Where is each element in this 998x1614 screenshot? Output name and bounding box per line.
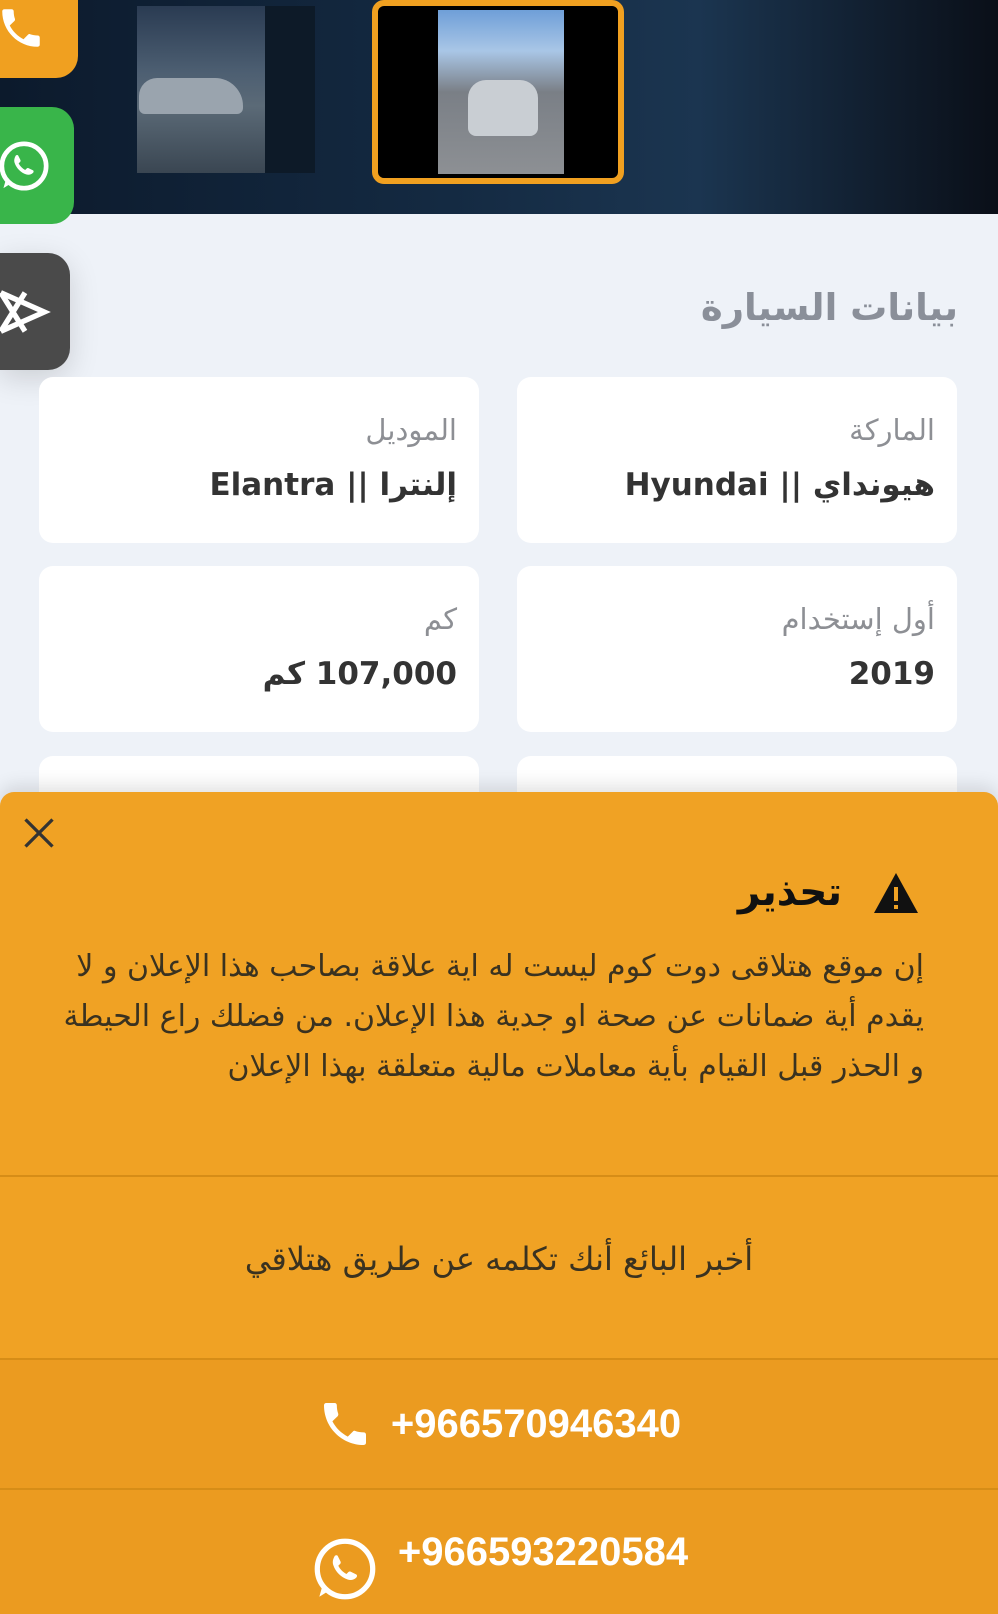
warning-sheet bbox=[0, 792, 998, 1614]
whatsapp-side-button[interactable] bbox=[0, 107, 74, 224]
warning-icon bbox=[872, 871, 920, 915]
whatsapp-icon bbox=[310, 1534, 380, 1604]
phone-number: +966570946340 bbox=[390, 1401, 682, 1446]
share-side-button[interactable] bbox=[0, 253, 70, 370]
phone-icon bbox=[0, 3, 46, 53]
divider bbox=[0, 1175, 998, 1177]
car-photo bbox=[438, 10, 564, 174]
whatsapp-number: +966593220584 bbox=[397, 1529, 689, 1574]
card-label: أول إستخدام bbox=[781, 602, 935, 636]
whatsapp-icon bbox=[0, 138, 52, 194]
car-photo bbox=[137, 6, 265, 173]
warning-title: تحذير bbox=[737, 870, 842, 915]
card-value: إلنترا || Elantra bbox=[209, 467, 457, 503]
card-label: كم bbox=[423, 602, 457, 636]
share-icon bbox=[0, 283, 54, 341]
image-gallery bbox=[0, 0, 998, 214]
close-icon bbox=[21, 815, 57, 851]
tell-seller-text: أخبر البائع أنك تكلمه عن طريق هتلاقي bbox=[244, 1240, 754, 1278]
car-details-title: بيانات السيارة bbox=[700, 286, 958, 329]
card-label: الموديل bbox=[365, 413, 457, 447]
call-side-button[interactable] bbox=[0, 0, 78, 78]
close-button[interactable] bbox=[18, 812, 60, 854]
car-model-card bbox=[39, 377, 479, 543]
warning-text: إن موقع هتلاقى دوت كوم ليست له اية علاقة بصاحب هذا الإعلان و لا يقدم أية ضمانات عن صحة او جدية هذا الإعلان. من فضلك راع الحيطة و الحذر قبل القيام بأية معاملات مالية متعلقة بهذا الإعلان bbox=[63, 949, 924, 1084]
warning-header bbox=[738, 870, 920, 915]
card-value: 107,000 كم bbox=[262, 656, 457, 692]
car-brand-card bbox=[517, 377, 957, 543]
first-use-card bbox=[517, 566, 957, 732]
gallery-thumbnail-2-selected[interactable] bbox=[372, 0, 624, 184]
whatsapp-seller-button[interactable] bbox=[0, 1490, 998, 1614]
card-value: 2019 bbox=[848, 656, 935, 692]
card-label: الماركة bbox=[849, 413, 935, 447]
mileage-card bbox=[39, 566, 479, 732]
gallery-thumbnail-1[interactable] bbox=[137, 6, 315, 173]
phone-icon bbox=[317, 1396, 373, 1452]
card-value: هيونداي || Hyundai bbox=[624, 467, 935, 503]
call-seller-button[interactable] bbox=[0, 1360, 998, 1488]
